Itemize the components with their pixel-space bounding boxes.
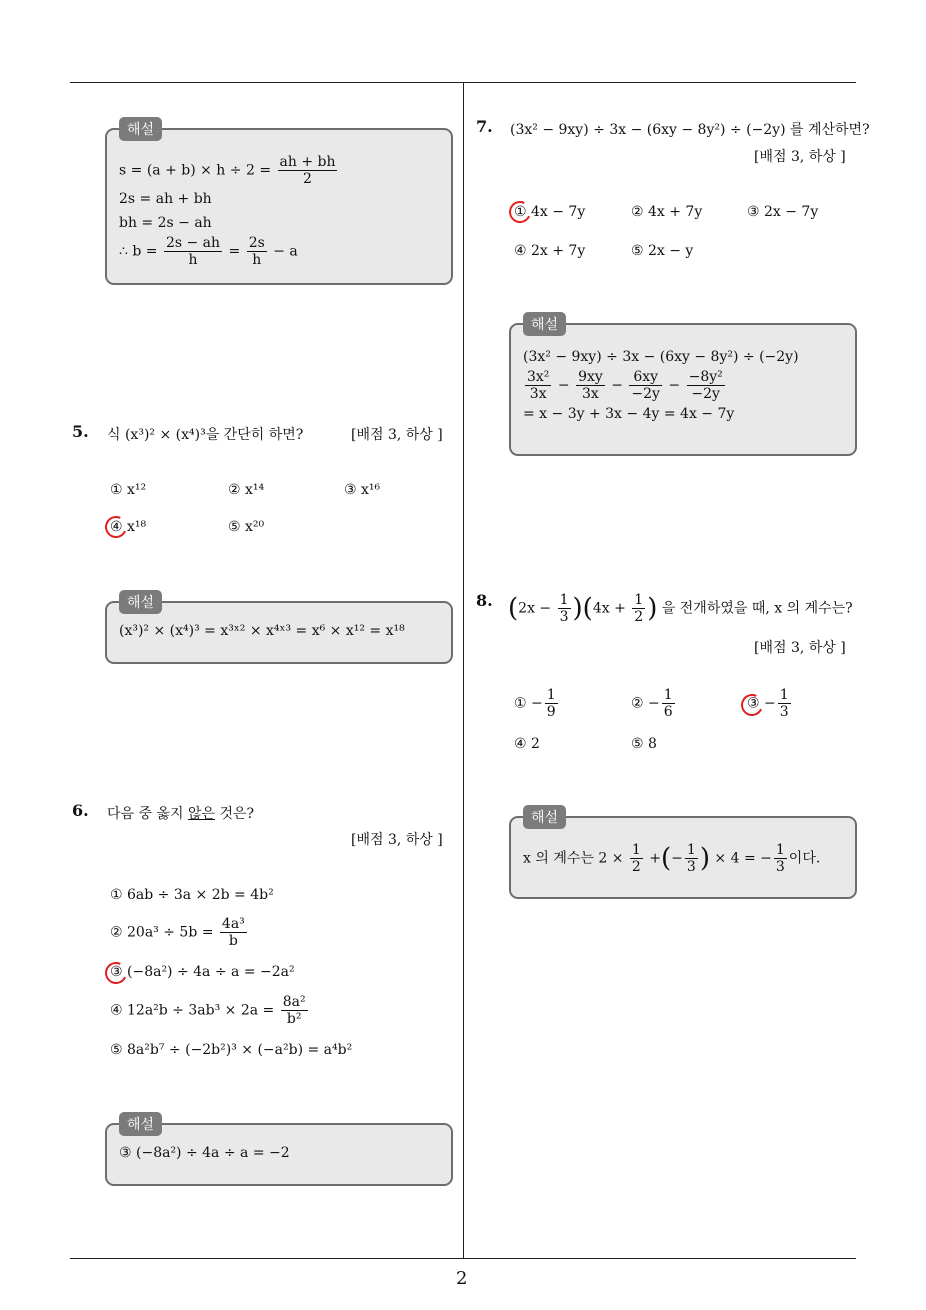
question-text: 다음 중 옳지 않은 것은? (107, 806, 255, 822)
q6-solution-box (105, 1117, 453, 1186)
solution-text: s = (a + b) × h ÷ 2 = (119, 162, 272, 179)
fraction: $\frac{2s}{h}$ (248, 235, 265, 268)
option-5[interactable]: ⑤ 8a²b⁷ ÷ (−2b²)³ × (−a²b) = a⁴b² (110, 1042, 353, 1058)
score-meta: [배점 3, 하상 ] (351, 427, 443, 443)
option-4[interactable]: ④ 2x + 7y (514, 243, 586, 259)
option-4[interactable]: ④ 2 (514, 736, 540, 752)
solution-tag: 해설 (119, 117, 162, 141)
q8-solution-box (509, 810, 857, 899)
option-1[interactable]: ① x¹² (110, 482, 147, 498)
question-number: 8. (476, 591, 493, 610)
option-1[interactable]: ① − $\frac{1}{9}$ (514, 687, 556, 720)
solution-tag: 해설 (523, 805, 566, 829)
page-number: 2 (456, 1268, 468, 1289)
option-2[interactable]: ② − $\frac{1}{6}$ (631, 687, 673, 720)
option-2[interactable]: ② 20a³ ÷ 5b = $\frac{\text{4a³}}{b}$ (110, 916, 245, 949)
solution-line: 2s = ah + bh (119, 191, 212, 207)
solution-text: ∴ b = (119, 243, 158, 260)
solution-tag: 해설 (523, 312, 566, 336)
solution-line: ③ (−8a²) ÷ 4a ÷ a = −2 (119, 1145, 290, 1161)
solution-line: x 의 계수는 2 × $\frac{1}{2}$ +(− $\frac{1}{3}$ ) × 4 = − $\frac{1}{3}$ 이다. (523, 842, 821, 875)
solution-line: (x³)² × (x⁴)³ = x³ˣ² × x⁴ˣ³ = x⁶ × x¹² = x¹⁸ (119, 623, 405, 639)
score-meta: [배점 3, 하상 ] (754, 149, 846, 165)
option-1[interactable]: ① 4x − 7y (514, 204, 586, 220)
score-meta: [배점 3, 하상 ] (754, 640, 846, 656)
fraction: $\frac{ah + bh}{2}$ (279, 154, 336, 187)
question-text: 식 (x³)² × (x⁴)³을 간단히 하면? (107, 427, 304, 443)
option-4[interactable]: ④ 12a²b ÷ 3ab³ × 2a = $\frac{\text{8a²}}{\text{b²}}$ (110, 994, 306, 1027)
solution-line: = x − 3y + 3x − 4y = 4x − 7y (523, 406, 735, 422)
solution-text: − a (273, 243, 298, 260)
solution-tag: 해설 (119, 590, 162, 614)
option-3[interactable]: ③ − $\frac{1}{3}$ (747, 687, 789, 720)
score-meta: [배점 3, 하상 ] (351, 832, 443, 848)
option-3[interactable]: ③ 2x − 7y (747, 204, 819, 220)
option-2[interactable]: ② x¹⁴ (228, 482, 265, 498)
answer-circle-icon (506, 198, 534, 226)
bottom-rule (70, 1258, 856, 1259)
solution-text: = (228, 243, 241, 260)
option-2[interactable]: ② 4x + 7y (631, 204, 703, 220)
solution-tag: 해설 (119, 1112, 162, 1136)
question-text: (2x − $\frac{1}{3}$ )(4x + $\frac{1}{2}$ ) 을 전개하였을 때, x 의 계수는? (508, 592, 853, 625)
question-number: 7. (476, 117, 493, 136)
question-number: 5. (72, 422, 89, 441)
fraction: $\frac{2s - ah}{h}$ (165, 235, 221, 268)
q7-solution-box (509, 317, 857, 456)
column-divider (463, 82, 464, 1258)
option-1[interactable]: ① 6ab ÷ 3a × 2b = 4b² (110, 887, 274, 903)
option-5[interactable]: ⑤ 2x − y (631, 243, 694, 259)
q4-solution-box (105, 122, 453, 285)
option-3[interactable]: ③ (−8a²) ÷ 4a ÷ a = −2a² (110, 964, 295, 980)
solution-line: bh = 2s − ah (119, 215, 212, 231)
option-5[interactable]: ⑤ 8 (631, 736, 657, 752)
solution-line: (3x² − 9xy) ÷ 3x − (6xy − 8y²) ÷ (−2y) (523, 349, 799, 365)
q5-solution-box (105, 595, 453, 664)
solution-line: $\frac{\text{3x²}}{3x}$ − $\frac{9xy}{3x}$ − $\frac{6xy}{-2y}$ − $\frac{\text{−8y²}}{-2y}$ (527, 369, 723, 402)
option-4[interactable]: ④ x¹⁸ (110, 519, 147, 535)
question-number: 6. (72, 801, 89, 820)
option-5[interactable]: ⑤ x²⁰ (228, 519, 265, 535)
option-3[interactable]: ③ x¹⁶ (344, 482, 381, 498)
question-text: (3x² − 9xy) ÷ 3x − (6xy − 8y²) ÷ (−2y) 를 계산하면? (510, 122, 870, 138)
answer-circle-icon (102, 513, 130, 541)
